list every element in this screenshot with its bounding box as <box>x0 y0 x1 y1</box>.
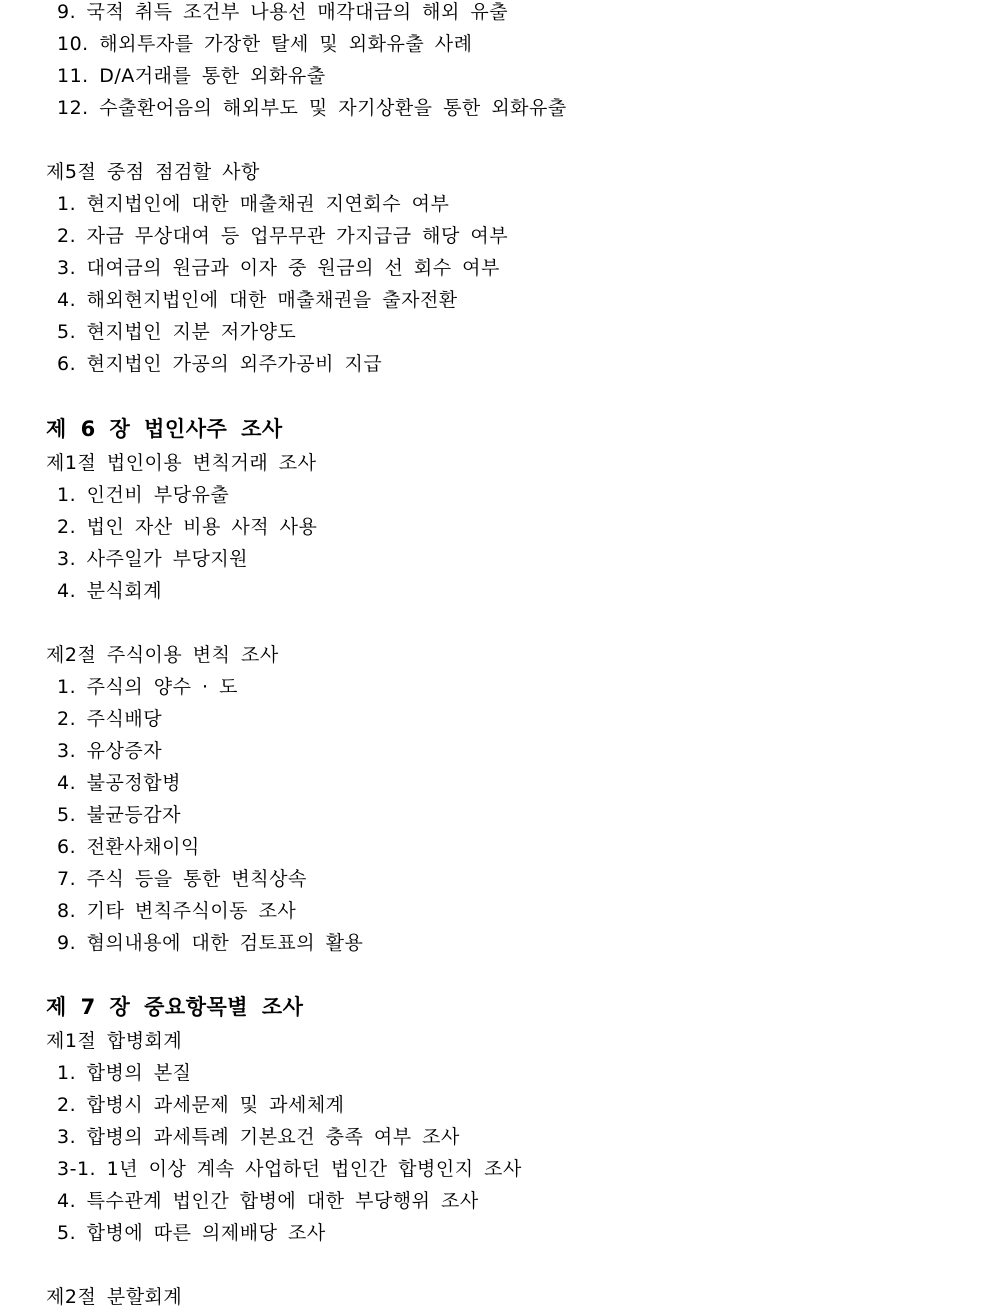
list-item: 2. 자금 무상대여 등 업무무관 가지급금 해당 여부 <box>57 225 509 247</box>
list-item: 12. 수출환어음의 해외부도 및 자기상환을 통한 외화유출 <box>57 97 567 119</box>
list-item: 9. 국적 취득 조건부 나용선 매각대금의 해외 유출 <box>57 1 509 23</box>
section-heading: 제2절 주식이용 변칙 조사 <box>46 644 279 666</box>
list-item: 5. 합병에 따른 의제배당 조사 <box>57 1222 326 1244</box>
list-item: 3-1. 1년 이상 계속 사업하던 법인간 합병인지 조사 <box>57 1158 522 1180</box>
chapter-heading: 제 7 장 중요항목별 조사 <box>46 995 304 1019</box>
list-item: 7. 주식 등을 통한 변칙상속 <box>57 868 307 890</box>
chapter-heading: 제 6 장 법인사주 조사 <box>46 417 283 441</box>
list-item: 2. 법인 자산 비용 사적 사용 <box>57 516 318 538</box>
section-heading: 제1절 법인이용 변칙거래 조사 <box>46 452 317 474</box>
list-item: 1. 합병의 본질 <box>57 1062 192 1084</box>
list-item: 10. 해외투자를 가장한 탈세 및 외화유출 사례 <box>57 33 473 55</box>
list-item: 4. 특수관계 법인간 합병에 대한 부당행위 조사 <box>57 1190 479 1212</box>
section-heading: 제1절 합병회계 <box>46 1030 183 1052</box>
list-item: 1. 인건비 부당유출 <box>57 484 230 506</box>
list-item: 1. 현지법인에 대한 매출채권 지연회수 여부 <box>57 193 450 215</box>
list-item: 1. 주식의 양수 · 도 <box>57 676 238 698</box>
list-item: 9. 혐의내용에 대한 검토표의 활용 <box>57 932 364 954</box>
section-heading: 제5절 중점 점검할 사항 <box>46 161 260 183</box>
list-item: 4. 분식회계 <box>57 580 163 602</box>
list-item: 4. 불공정합병 <box>57 772 181 794</box>
list-item: 6. 현지법인 가공의 외주가공비 지급 <box>57 353 383 375</box>
list-item: 3. 유상증자 <box>57 740 163 762</box>
list-item: 6. 전환사채이익 <box>57 836 200 858</box>
list-item: 5. 현지법인 지분 저가양도 <box>57 321 297 343</box>
section-heading: 제2절 분할회계 <box>46 1286 183 1308</box>
list-item: 3. 합병의 과세특례 기본요건 충족 여부 조사 <box>57 1126 460 1148</box>
list-item: 4. 해외현지법인에 대한 매출채권을 출자전환 <box>57 289 458 311</box>
list-item: 3. 대여금의 원금과 이자 중 원금의 선 회수 여부 <box>57 257 500 279</box>
list-item: 5. 불균등감자 <box>57 804 181 826</box>
list-item: 8. 기타 변칙주식이동 조사 <box>57 900 297 922</box>
list-item: 11. D/A거래를 통한 외화유출 <box>57 65 326 87</box>
list-item: 2. 합병시 과세문제 및 과세체계 <box>57 1094 345 1116</box>
list-item: 3. 사주일가 부당지원 <box>57 548 249 570</box>
list-item: 2. 주식배당 <box>57 708 163 730</box>
